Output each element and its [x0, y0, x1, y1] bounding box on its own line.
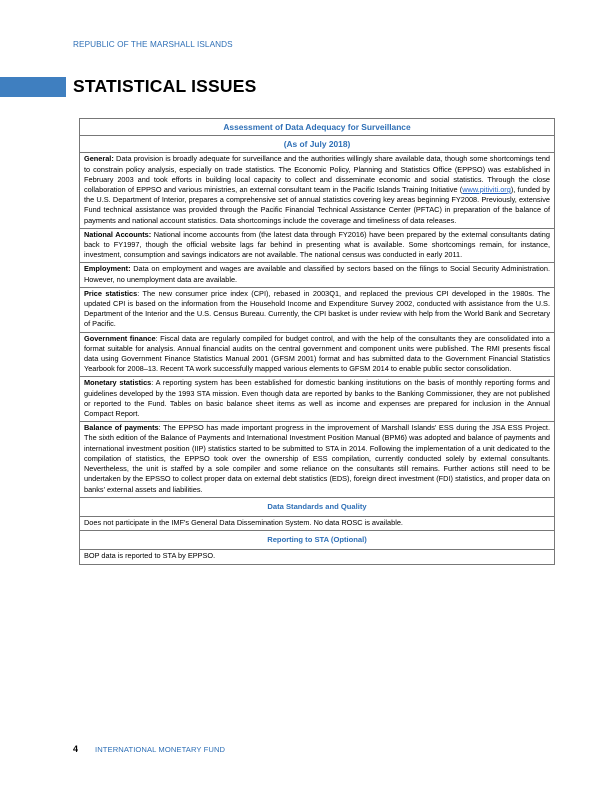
section-label: Price statistics [84, 288, 138, 298]
section-text: National income accounts from (the latest data through FY2016) have been prepared by the external consultants dating back to FY1997, though the official website lags far behind in presenting what is available. Some shortcomings remain, for instance, investment, consumption and savings indicators are not available. The national census was conducted in early 2011. [84, 229, 550, 260]
page-number: 4 [73, 744, 79, 754]
data-standards-text: Does not participate in the IMF's General Data Dissemination System. No data ROSC is available. [80, 516, 555, 530]
section-monetary-statistics [80, 377, 555, 422]
reporting-text: BOP data is reported to STA by EPPSO. [80, 550, 555, 564]
table-row [80, 377, 555, 422]
table-row [80, 332, 555, 377]
table-row [80, 550, 555, 564]
table-heading-row [80, 119, 555, 136]
section-text: : The new consumer price index (CPI), rebased in 2003Q1, and replaced the previous CPI developed in the 1980s. The updated CPI is based on the information from the Household Income and Expenditure Survey 2002, conducted with assistance from the U.S. Department of the Interior and the U.S. Census Bureau. Currently, the CPI basket is under review with help from the World Bank and Secretary of Pacific. [84, 288, 551, 329]
reporting-heading: Reporting to STA (Optional) [80, 531, 555, 550]
title-accent-bar [0, 77, 66, 97]
section-national-accounts [80, 228, 555, 263]
table-row [80, 228, 555, 263]
table-row [80, 287, 555, 332]
reporting-heading-row [80, 531, 555, 550]
table-heading: Assessment of Data Adequacy for Surveillance [80, 119, 555, 136]
section-label: Monetary statistics [84, 378, 152, 388]
table-date-row [80, 136, 555, 153]
section-text: Data provision is broadly adequate for surveillance and the authorities willingly share available data, though some shortcomings tend to constrain policy analysis, especially on trade statistics. The Economic Policy, Planning and Statistics Office (EPPSO) was established in February 2003 and took efforts in building local capacity to collect and disseminate economic and social statistics. Through the close collaboration of EPPSO and various ministries, an external consultant team in the Pacific Islands Training Initiative ( [84, 154, 550, 195]
section-text: : Fiscal data are regularly compiled for budget control, and with the help of the consultants they are consolidated into a format suitable for analysis. Annual financial audits on the central government and component units were published. The RMI presents fiscal data using Government Finance Statistics Manual 2001 (GFSM 2001) format and has submitted data to the Government Financial Statistics Yearbook for 2008–13. Recent TA work successfully mapped various elements to GFSM 2014 to enable public sector consolidation. [84, 333, 550, 374]
section-balance-of-payments [80, 422, 555, 497]
section-general [80, 153, 555, 228]
section-label: Employment: [84, 264, 131, 274]
section-text: ), funded by the U.S. Department of Interior, prepares a comprehensive set of annual statistics covering key areas beginning FY2008. Previously, extensive Fund technical assistance was provided through the Pacific Financial Technical Assistance Center (PFTAC) in preparation of the balance of payments and national account statistics. Data shortcomings include the coverage and timeliness of data releases. [84, 185, 550, 225]
data-adequacy-table [79, 118, 555, 565]
table-row [80, 516, 555, 530]
table-row [80, 263, 555, 287]
running-header: REPUBLIC OF THE MARSHALL ISLANDS [73, 40, 233, 49]
pitiviti-link[interactable]: www.pitiviti.org [462, 185, 511, 195]
section-text: Data on employment and wages are available and classified by sectors based on the filings to Social Security Administration. However, no unemployment data are available. [84, 264, 550, 284]
section-employment [80, 263, 555, 287]
section-label: Balance of payments [84, 423, 159, 433]
section-label: National Accounts: [84, 229, 152, 239]
data-standards-heading-row [80, 497, 555, 516]
footer-text: INTERNATIONAL MONETARY FUND [95, 745, 226, 754]
section-label: General: [84, 154, 114, 164]
data-standards-heading: Data Standards and Quality [80, 497, 555, 516]
page-title: STATISTICAL ISSUES [73, 76, 257, 96]
table-row [80, 422, 555, 497]
table-row [80, 153, 555, 228]
section-label: Government finance [84, 333, 156, 343]
section-text: : A reporting system has been established for domestic banking institutions on the basis of monthly reporting forms and guidelines developed by the 1993 STA mission. Even though data are reported by banks to the Banking Commissioner, they are not published or reported to the Fund. Tables on basic balance sheet items as well as income and expenses are prepared for inclusion in the Annual Compact Report. [84, 378, 550, 419]
section-government-finance [80, 332, 555, 377]
section-price-statistics [80, 287, 555, 332]
section-text: : The EPPSO has made important progress in the improvement of Marshall Islands' ESS during the JSA ESS Project. The sixth edition of the Balance of Payments and International Investment Position Manual (BPM6) was adopted and balance of payments and international investment position (IIP) statistics started to be submitted to STA in 2014. Following the implementation of a unit dedicated to the compilation of statistics, the EPPSO took over the ownership of ESS compilation, currently conducted solely by external consultants. Nevertheless, the unit is staffed by a sole compiler and some reliance on the consultants still remains. Further actions still need to be undertaken by the EPSSO to collect proper data on external debt statistics (EDS), foreign direct investment (FDI) statistics, and proper data on banks' external assets and liabilities. [84, 423, 551, 494]
table-date: (As of July 2018) [80, 136, 555, 153]
